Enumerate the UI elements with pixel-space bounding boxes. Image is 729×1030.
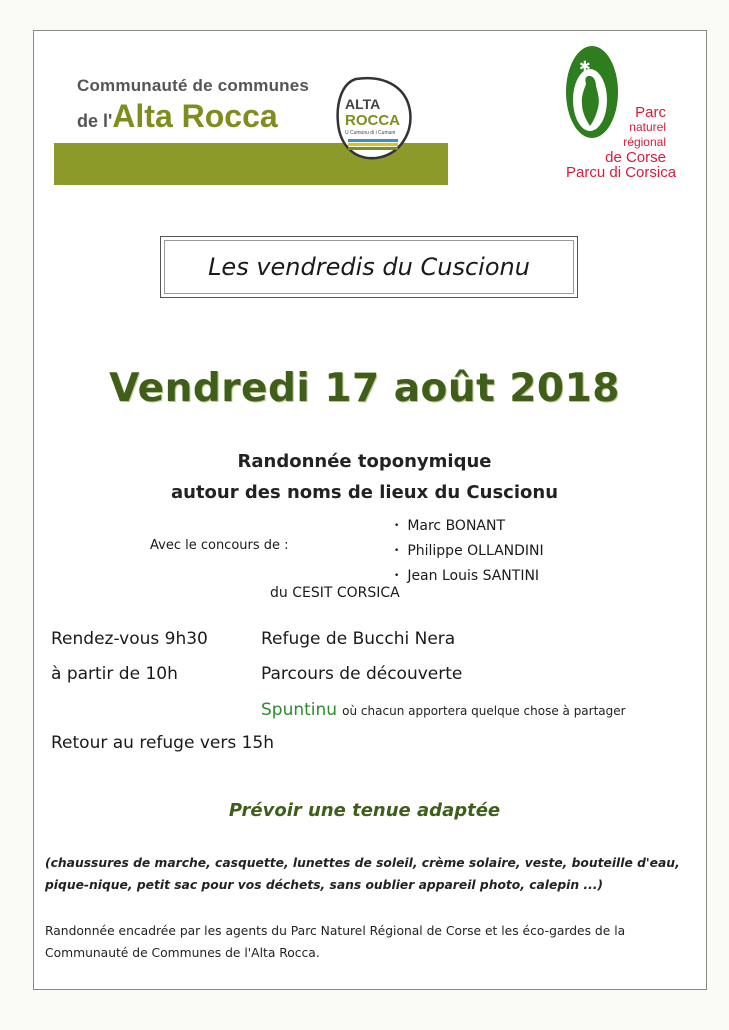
pnr-line3: régional (623, 135, 666, 149)
footer-line-2: Communauté de Communes de l'Alta Rocca. (45, 946, 320, 960)
spuntinu-word: Spuntinu (261, 700, 338, 720)
logo-left-line1: Communauté de communes (77, 76, 310, 95)
equipment-line-1: (chaussures de marche, casquette, lunettes de soleil, crème solaire, veste, bouteille d'eau, (45, 856, 680, 870)
schedule-time-2: à partir de 10h (51, 664, 178, 684)
spuntinu-line (261, 700, 626, 720)
logo-left-name: Alta Rocca (112, 98, 278, 134)
pnr-line1: Parc (635, 104, 666, 121)
equipment-line-2: pique-nique, petit sac pour vos déchets, sans oublier appareil photo, calepin ...) (45, 878, 604, 892)
return-time: Retour au refuge vers 15h (51, 733, 275, 753)
medallion-sub: U Cumunu di i Cumuni (345, 130, 396, 136)
contributor-list (394, 515, 544, 590)
logo-left-line2 (77, 98, 278, 135)
schedule-event-1: Refuge de Bucchi Nera (261, 629, 456, 649)
pnr-line2: naturel (629, 120, 666, 134)
footer-line-1: Randonnée encadrée par les agents du Parc Naturel Régional de Corse et les éco-gardes de la (45, 924, 626, 938)
contributor-item: • Philippe OLLANDINI (394, 540, 544, 565)
footer-note (45, 920, 695, 964)
schedule-event-2: Parcours de découverte (261, 664, 463, 684)
prevoir-heading: Prévoir une tenue adaptée (228, 800, 501, 821)
event-date: Vendredi 17 août 2018 (109, 366, 620, 411)
event-subtitle-1: Randonnée toponymique (237, 451, 492, 472)
pnr-line4: de Corse (605, 149, 666, 166)
spuntinu-note: où chacun apportera quelque chose à partager (342, 704, 626, 718)
pnr-line5: Parcu di Corsica (566, 164, 677, 181)
event-subtitle-2: autour des noms de lieux du Cuscionu (170, 482, 559, 503)
organization: du CESIT CORSICA (270, 585, 400, 601)
medallion-alta: ALTA (345, 96, 381, 112)
svg-text:✱: ✱ (579, 59, 591, 75)
medallion-rocca: ROCCA (345, 112, 400, 129)
schedule-time-1: Rendez-vous 9h30 (51, 629, 208, 649)
pnr-text (566, 104, 677, 181)
alta-rocca-medallion-logo (334, 75, 414, 161)
equipment-list (45, 852, 695, 896)
page-title: Les vendredis du Cuscionu (208, 253, 530, 281)
logo-left-prefix: de l' (77, 111, 113, 131)
concours-label: Avec le concours de : (150, 538, 289, 553)
contributor-item: • Marc BONANT (394, 515, 544, 540)
contributor-item: • Jean Louis SANTINI (394, 565, 544, 590)
